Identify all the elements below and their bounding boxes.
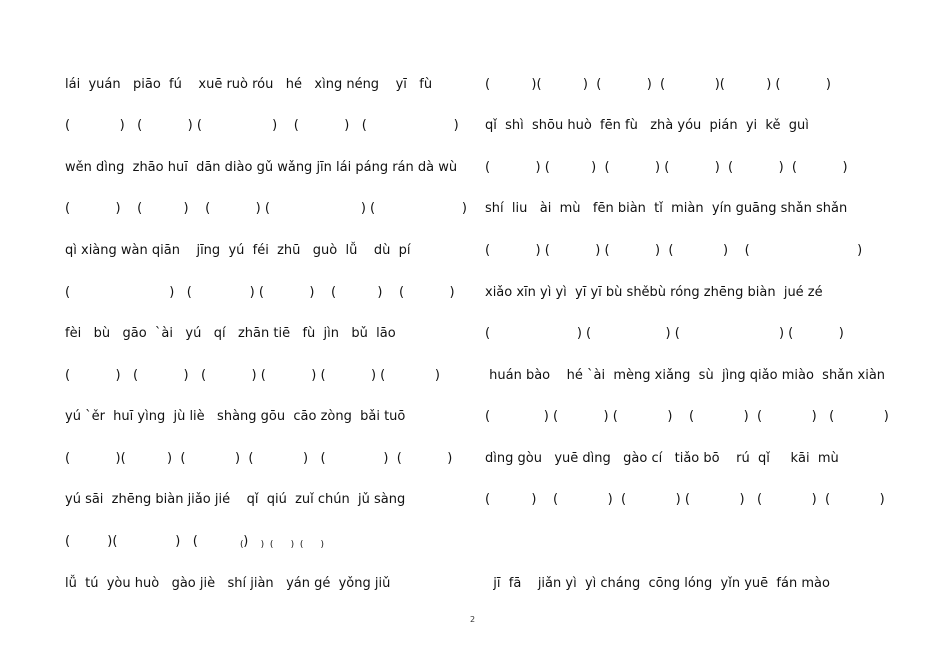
right-line-6: xiǎo xīn yì yì yī yī bù shěbù róng zhēng biàn jué zé (485, 285, 823, 300)
right-line-13: jī fā jiǎn yì yì cháng cōng lóng yǐn yuē fán mào (485, 576, 830, 591)
left-line-5: qì xiàng wàn qiān jīng yú féi zhū guò lǚ dù pí (65, 243, 411, 258)
left-line-7: fèi bù gāo `ài yú qí zhān tiē fù jìn bǔ lāo (65, 326, 396, 341)
left-line-11: yú sāi zhēng biàn jiǎo jié qǐ qiú zuǐ chún jǔ sàng (65, 492, 406, 507)
right-line-8: huán bào hé `ài mèng xiǎng sù jìng qiǎo miào shǎn xiàn (485, 368, 886, 383)
right-line-5: ( ) ( ) ( ) ( ) ( ) (485, 243, 863, 258)
right-line-11: ( ) ( ) ( ) ( ) ( ) ( ) (485, 492, 885, 507)
left-line-13: lǚ tú yòu huò gào jiè shí jiàn yán gé yǒng jiǔ (65, 576, 391, 591)
left-line-3: wěn dìng zhāo huī dān diào gǔ wǎng jīn lái páng rán dà wù (65, 160, 458, 175)
right-line-3: ( ) ( ) ( ) ( ) ( ) ( ) (485, 160, 848, 175)
right-line-2: qǐ shì shōu huò fēn fù zhà yóu pián yi kě guì (485, 118, 809, 133)
left-small-parens: ( ) ( ) ( ) (240, 540, 325, 550)
left-line-1: lái yuán piāo fú xuē ruò róu hé xìng néng yī fù (65, 77, 433, 92)
right-line-4: shí liu ài mù fēn biàn tǐ miàn yín guāng shǎn shǎn (485, 201, 848, 216)
page-number: 2 (470, 615, 476, 624)
right-line-10: dìng gòu yuē dìng gào cí tiǎo bō rú qǐ kāi mù (485, 451, 839, 466)
left-line-10: ( )( ) ( ) ( ) ( ) ( ) (65, 451, 453, 466)
left-line-12: ( )( ) ( ) (65, 534, 249, 549)
left-line-4: ( ) ( ) ( ) ( ) ( ) (65, 201, 467, 216)
left-line-6: ( ) ( ) ( ) ( ) ( ) (65, 285, 455, 300)
right-line-7: ( ) ( ) ( ) ( ) (485, 326, 844, 341)
right-line-9: ( ) ( ) ( ) ( ) ( ) ( ) (485, 409, 889, 424)
left-line-9: yú `ěr huī yìng jù liè shàng gōu cāo zòng bǎi tuō (65, 409, 406, 424)
left-line-8: ( ) ( ) ( ) ( ) ( ) ( ) (65, 368, 440, 383)
right-line-1: ( )( ) ( ) ( )( ) ( ) (485, 77, 831, 92)
left-line-2: ( ) ( ) ( ) ( ) ( ) (65, 118, 459, 133)
